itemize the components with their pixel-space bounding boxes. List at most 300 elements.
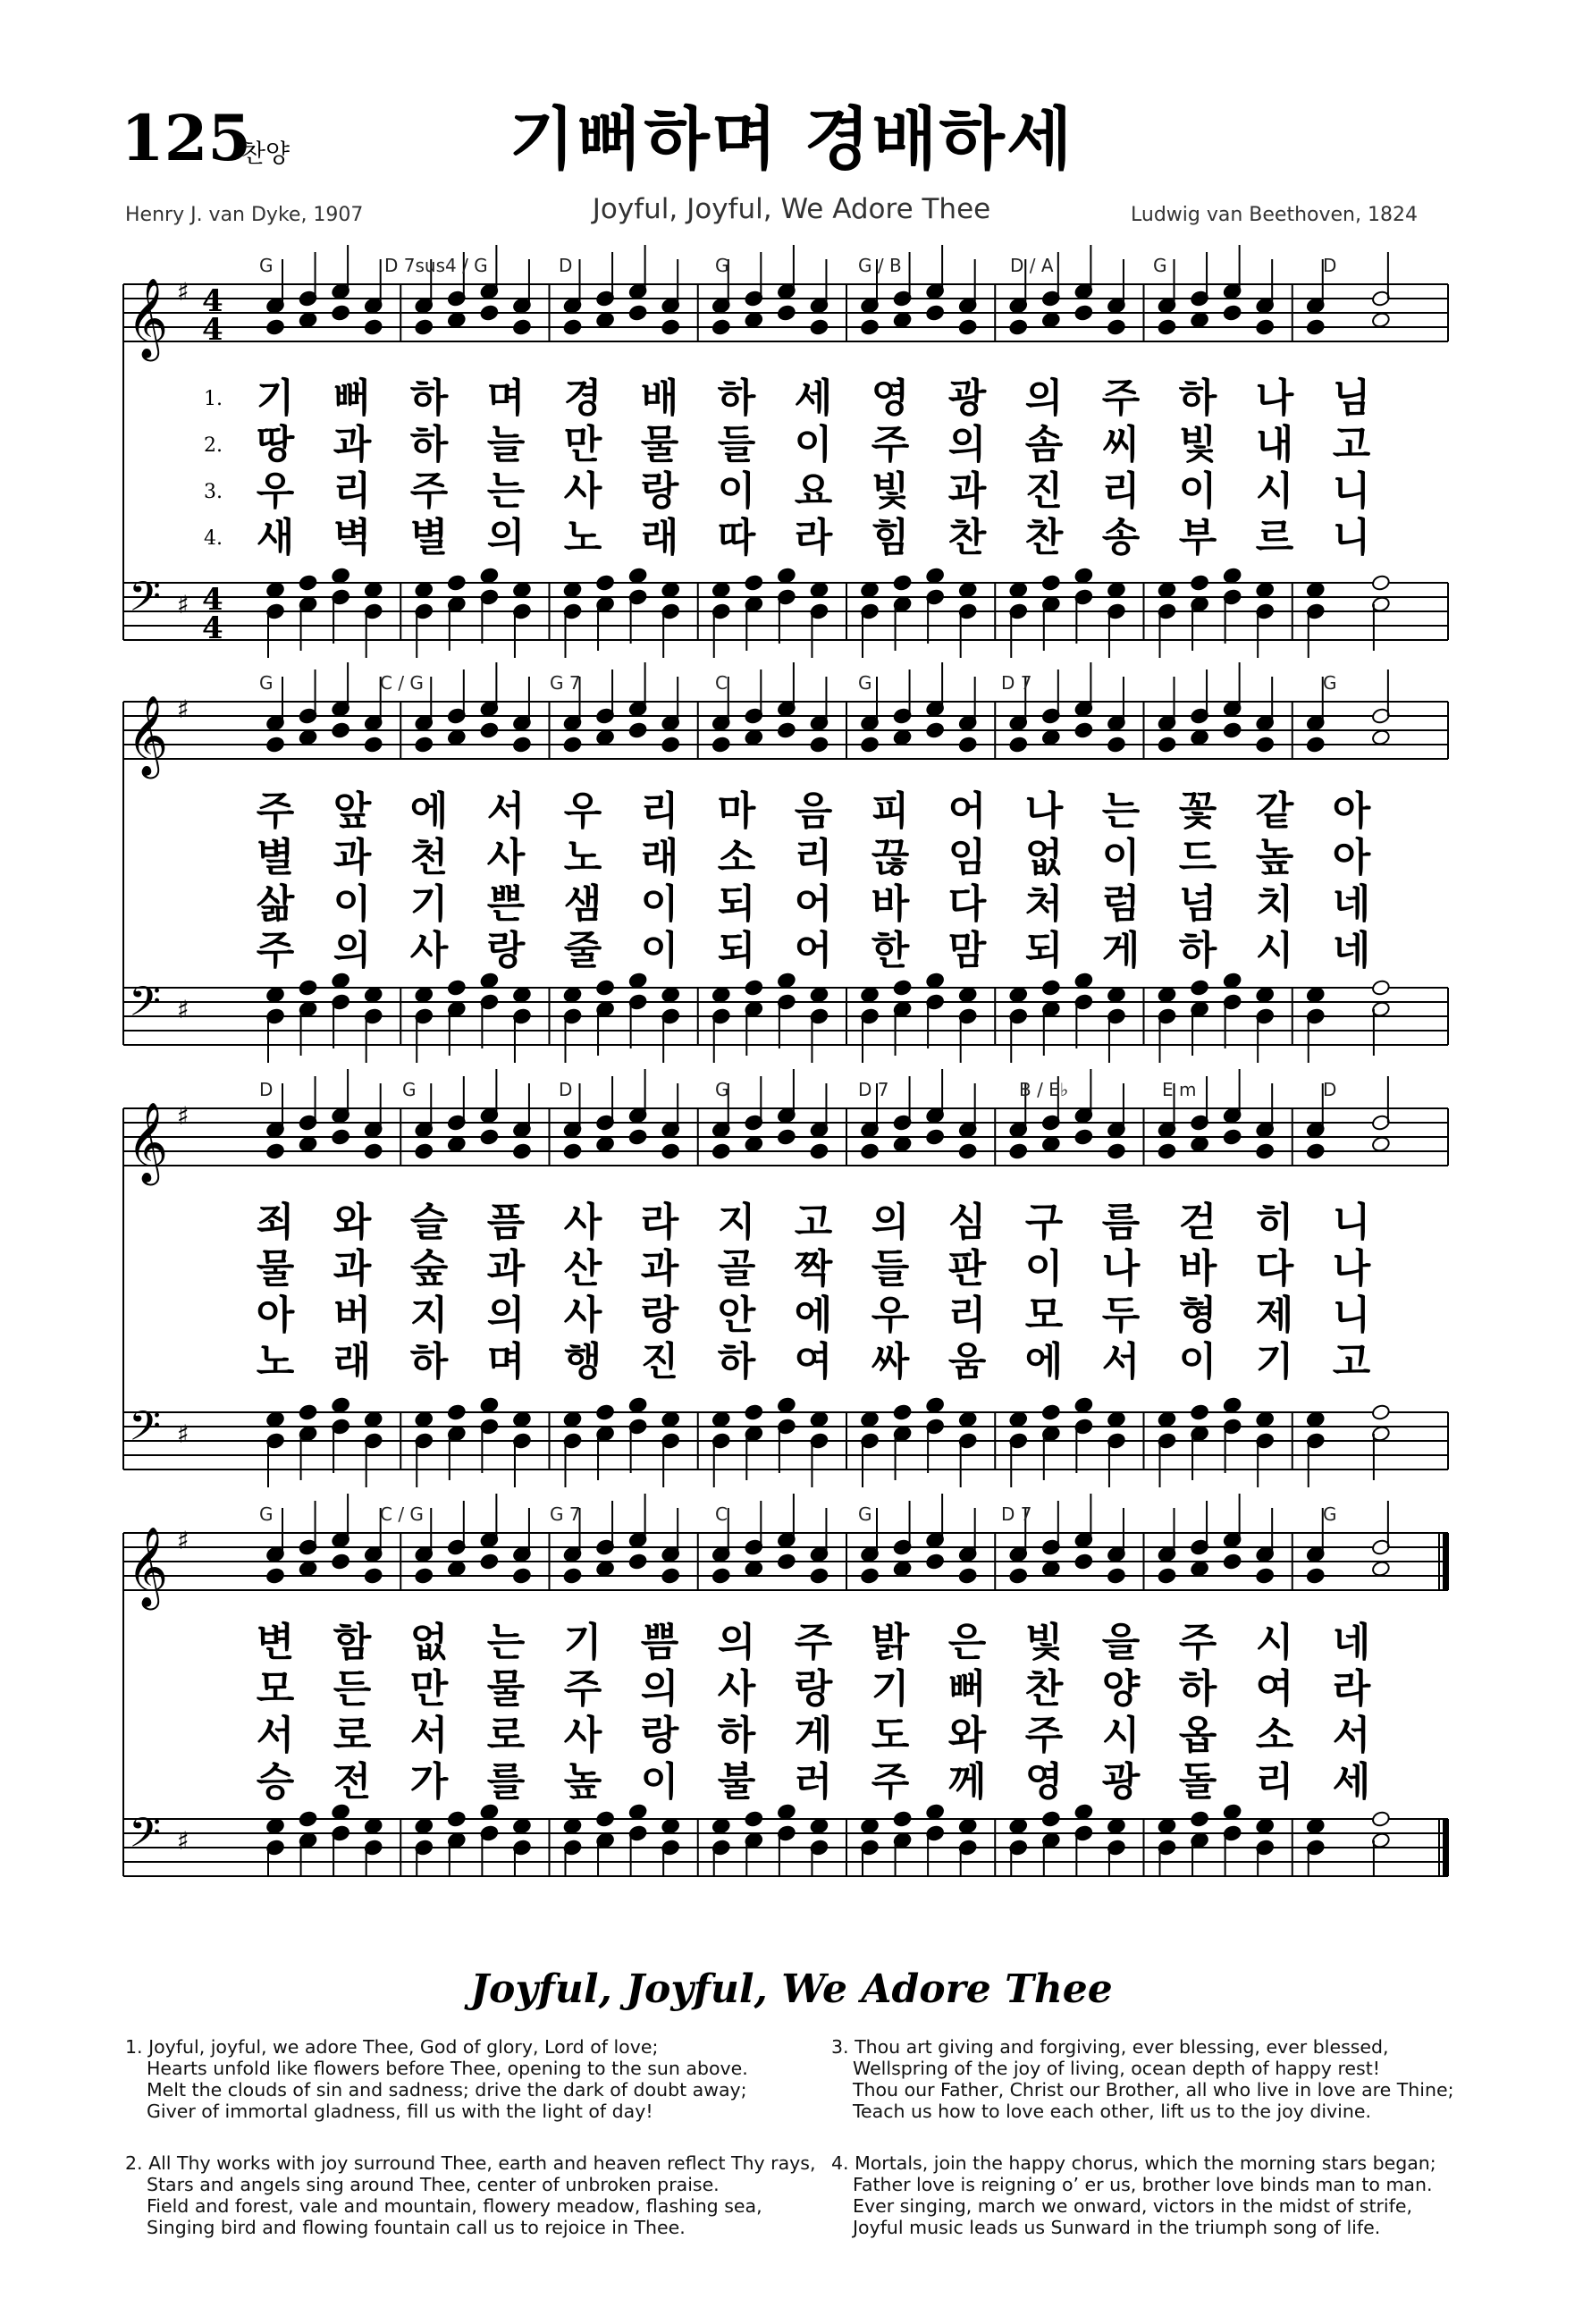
lyric-syllable: 니 <box>1332 468 1371 514</box>
lyric-syllable: 노 <box>563 835 602 880</box>
lyric-syllable: 광 <box>1101 1759 1141 1805</box>
lyric-syllable: 되 <box>717 928 756 973</box>
lyric-syllable: 픔 <box>486 1200 526 1245</box>
note-head <box>925 1128 945 1145</box>
lyric-syllable: 돌 <box>1178 1759 1217 1805</box>
lyric-syllable: 여 <box>794 1339 833 1385</box>
verse-number: 3. <box>204 481 223 503</box>
lyric-syllable: 시 <box>1255 928 1294 973</box>
lyric-syllable: 기 <box>1255 1339 1294 1385</box>
note-head <box>1190 728 1209 745</box>
note-head <box>595 728 615 745</box>
key-signature-sharp: ♯ <box>177 1826 189 1856</box>
lyric-syllable: 시 <box>1255 468 1294 514</box>
lyric-syllable: 서 <box>1101 1339 1141 1385</box>
lyric-syllable: 골 <box>717 1246 756 1292</box>
lyric-syllable: 들 <box>871 1246 910 1292</box>
note-head <box>893 574 913 591</box>
lyric-syllable: 솜 <box>1024 422 1064 467</box>
note-head <box>447 1560 467 1577</box>
lyric-syllable: 나 <box>1024 788 1064 834</box>
note-head <box>1371 311 1391 328</box>
note-head <box>1371 728 1391 745</box>
lyric-syllable: 이 <box>794 422 833 467</box>
note-head <box>364 1142 383 1159</box>
chord-symbol: D 7 <box>1001 1503 1032 1525</box>
key-signature-sharp: ♯ <box>177 1101 189 1131</box>
note-head <box>1041 1810 1061 1827</box>
lyric-syllable: 이 <box>1024 1246 1064 1292</box>
lyric-syllable: 아 <box>1332 788 1371 834</box>
lyric-syllable: 배 <box>640 375 679 421</box>
note-head <box>1041 1135 1061 1152</box>
lyric-syllable: 시 <box>1255 1620 1294 1665</box>
stanza-4 <box>831 2152 1436 2238</box>
chord-symbol: G <box>259 1503 274 1525</box>
note-head <box>563 736 583 753</box>
note-head <box>1371 1810 1391 1827</box>
lyric-syllable: 랑 <box>640 468 679 514</box>
chord-symbol: G <box>259 672 274 694</box>
note-head <box>512 318 532 335</box>
lyric-line <box>250 1618 1377 1668</box>
lyric-syllable: 주 <box>1024 1713 1064 1758</box>
lyric-syllable: 네 <box>1332 881 1371 927</box>
note-head <box>1041 574 1061 591</box>
lyric-syllable: 서 <box>409 1713 449 1758</box>
lyric-syllable: 사 <box>563 468 602 514</box>
note-head <box>1158 986 1177 1003</box>
note-head <box>661 318 680 335</box>
note-head <box>512 1410 532 1427</box>
lyric-syllable: 영 <box>871 375 910 421</box>
note-head <box>480 304 500 321</box>
lyric-syllable: 시 <box>1101 1713 1141 1758</box>
note-head <box>1158 318 1177 335</box>
lyric-syllable: 사 <box>563 1293 602 1338</box>
note-head <box>364 318 383 335</box>
lyric-syllable: 움 <box>947 1339 987 1385</box>
chord-symbol: D 7 <box>1001 672 1032 694</box>
note-head <box>480 1396 500 1413</box>
lyric-syllable: 하 <box>1178 928 1217 973</box>
lyric-syllable: 별 <box>409 515 449 560</box>
lyric-syllable: 짝 <box>794 1246 833 1292</box>
note-head <box>414 986 434 1003</box>
note-head <box>1371 1135 1391 1152</box>
lyric-line <box>250 1757 1377 1807</box>
stanza-line: Ever singing, march we onward, victors in the midst of strife, <box>853 2195 1412 2217</box>
lyric-syllable: 리 <box>947 1293 987 1338</box>
note-head <box>563 1142 583 1159</box>
note-head <box>712 1567 731 1584</box>
lyric-syllable: 늘 <box>486 422 526 467</box>
lyric-syllable: 주 <box>256 788 295 834</box>
stanza-line: 2. All Thy works with joy surround Thee, earth and heaven reflect Thy rays, <box>125 2152 816 2174</box>
note-head <box>1158 1817 1177 1834</box>
lyric-syllable: 바 <box>871 881 910 927</box>
lyric-syllable: 지 <box>409 1293 449 1338</box>
note-head <box>958 736 978 753</box>
lyric-syllable: 바 <box>1178 1246 1217 1292</box>
note-head <box>893 979 913 996</box>
lyric-syllable: 행 <box>563 1339 602 1385</box>
note-head <box>1041 311 1061 328</box>
time-signature-bottom: 4 <box>202 610 223 646</box>
lyric-syllable: 다 <box>947 881 987 927</box>
lyric-syllable: 판 <box>947 1246 987 1292</box>
note-head <box>958 1410 978 1427</box>
stanza-line: Stars and angels sing around Thee, center of unbroken praise. <box>147 2174 720 2195</box>
note-head <box>628 1396 648 1413</box>
chord-symbol: G <box>1323 1503 1337 1525</box>
note-head <box>661 736 680 753</box>
chord-symbol: G <box>858 672 872 694</box>
note-head <box>744 1560 763 1577</box>
note-head <box>628 567 648 584</box>
lyric-syllable: 샘 <box>563 881 602 927</box>
note-head <box>661 1410 680 1427</box>
verse-number: 4. <box>204 527 223 550</box>
chord-symbol: G <box>402 1079 417 1100</box>
note-head <box>563 1410 583 1427</box>
note-head <box>1190 574 1209 591</box>
note-head <box>860 1817 880 1834</box>
note-head <box>810 581 829 598</box>
note-head <box>1041 728 1061 745</box>
lyric-syllable: 리 <box>333 468 372 514</box>
lyric-syllable: 사 <box>563 1713 602 1758</box>
note-head <box>1074 1553 1094 1570</box>
lyric-syllable: 내 <box>1255 422 1294 467</box>
key-signature-sharp: ♯ <box>177 1419 189 1449</box>
note-head <box>1190 1135 1209 1152</box>
lyric-syllable: 하 <box>717 1713 756 1758</box>
stanza-2 <box>125 2152 816 2238</box>
treble-clef-icon: 𝄞 <box>127 1527 169 1607</box>
treble-clef-icon: 𝄞 <box>127 695 169 776</box>
note-head <box>364 581 383 598</box>
lyric-syllable: 의 <box>1024 375 1064 421</box>
lyric-syllable: 불 <box>717 1759 756 1805</box>
note-head <box>299 728 318 745</box>
lyric-syllable: 빛 <box>1024 1620 1064 1665</box>
note-head <box>744 311 763 328</box>
lyric-syllable: 고 <box>794 1200 833 1245</box>
lyric-line <box>250 880 1377 930</box>
note-head <box>595 1135 615 1152</box>
note-head <box>480 721 500 738</box>
lyric-syllable: 되 <box>1024 928 1064 973</box>
lyric-syllable: 니 <box>1332 1200 1371 1245</box>
lyric-syllable: 아 <box>1332 835 1371 880</box>
lyric-syllable: 마 <box>717 788 756 834</box>
lyric-syllable: 하 <box>717 1339 756 1385</box>
lyric-syllable: 벽 <box>333 515 372 560</box>
note-head <box>1306 986 1326 1003</box>
chord-symbol: G 7 <box>550 1503 581 1525</box>
lyricist-credit: Henry J. van Dyke, 1907 <box>125 204 364 226</box>
note-head <box>777 304 796 321</box>
lyric-syllable: 높 <box>563 1759 602 1805</box>
note-head <box>1255 736 1275 753</box>
lyric-syllable: 요 <box>794 468 833 514</box>
note-head <box>265 1817 285 1834</box>
note-head <box>1306 318 1326 335</box>
note-head <box>925 1396 945 1413</box>
lyric-line <box>250 513 1377 563</box>
note-head <box>810 1142 829 1159</box>
lyric-syllable: 래 <box>333 1339 372 1385</box>
note-head <box>1107 318 1126 335</box>
lyric-syllable: 새 <box>256 515 295 560</box>
lyric-syllable: 송 <box>1101 515 1141 560</box>
chord-symbol: C / G <box>380 1503 424 1525</box>
note-head <box>1074 567 1094 584</box>
note-head <box>1306 1567 1326 1584</box>
lyric-syllable: 리 <box>1255 1759 1294 1805</box>
note-head <box>1223 1396 1242 1413</box>
note-head <box>1190 311 1209 328</box>
note-head <box>480 567 500 584</box>
lyric-syllable: 높 <box>1255 835 1294 880</box>
chord-symbol: G <box>1323 672 1337 694</box>
note-head <box>958 1142 978 1159</box>
lyric-syllable: 맘 <box>947 928 987 973</box>
note-head <box>265 1567 285 1584</box>
note-head <box>480 1553 500 1570</box>
key-signature-sharp: ♯ <box>177 277 189 307</box>
note-head <box>1223 567 1242 584</box>
note-head <box>414 736 434 753</box>
note-head <box>958 986 978 1003</box>
key-signature-sharp: ♯ <box>177 1526 189 1555</box>
lyric-syllable: 노 <box>256 1339 295 1385</box>
note-head <box>265 736 285 753</box>
final-barline-thick <box>1443 1819 1448 1876</box>
lyric-syllable: 피 <box>871 788 910 834</box>
note-head <box>563 1817 583 1834</box>
note-head <box>595 1560 615 1577</box>
lyric-syllable: 의 <box>333 928 372 973</box>
note-head <box>925 721 945 738</box>
lyric-syllable: 찬 <box>947 515 987 560</box>
note-head <box>265 1142 285 1159</box>
stanza-line: 1. Joyful, joyful, we adore Thee, God of glory, Lord of love; <box>125 2036 659 2058</box>
note-head <box>414 1410 434 1427</box>
verse-number: 2. <box>204 434 223 457</box>
lyric-syllable: 앞 <box>333 788 372 834</box>
note-head <box>661 581 680 598</box>
note-head <box>860 736 880 753</box>
lyric-syllable: 안 <box>717 1293 756 1338</box>
note-head <box>563 318 583 335</box>
note-head <box>595 979 615 996</box>
lyric-syllable: 버 <box>333 1293 372 1338</box>
lyric-syllable: 하 <box>1178 1666 1217 1712</box>
note-head <box>712 1817 731 1834</box>
lyric-syllable: 슬 <box>409 1200 449 1245</box>
lyric-syllable: 영 <box>1024 1759 1064 1805</box>
lyric-syllable: 지 <box>717 1200 756 1245</box>
note-head <box>512 1142 532 1159</box>
lyric-syllable: 꽃 <box>1178 788 1217 834</box>
note-head <box>1255 986 1275 1003</box>
note-head <box>712 318 731 335</box>
note-head <box>447 979 467 996</box>
lyric-syllable: 쁨 <box>640 1620 679 1665</box>
lyric-line <box>250 1198 1377 1248</box>
lyric-syllable: 소 <box>1255 1713 1294 1758</box>
bass-clef-icon: 𝄢 <box>129 573 162 631</box>
note-head <box>595 311 615 328</box>
note-head <box>1041 1560 1061 1577</box>
lyric-syllable: 하 <box>717 375 756 421</box>
lyric-syllable: 게 <box>794 1713 833 1758</box>
lyric-syllable: 과 <box>333 835 372 880</box>
lyric-syllable: 주 <box>563 1666 602 1712</box>
note-head <box>860 1410 880 1427</box>
lyric-syllable: 서 <box>486 788 526 834</box>
lyric-syllable: 라 <box>1332 1666 1371 1712</box>
lyric-syllable: 하 <box>409 375 449 421</box>
note-head <box>893 1560 913 1577</box>
lyric-syllable: 기 <box>409 881 449 927</box>
note-head <box>1008 1410 1028 1427</box>
lyric-syllable: 어 <box>794 881 833 927</box>
note-head <box>810 318 829 335</box>
note-head <box>1306 736 1326 753</box>
lyric-syllable: 숲 <box>409 1246 449 1292</box>
lyric-line <box>250 1664 1377 1714</box>
note-head <box>331 1396 350 1413</box>
note-head <box>661 1817 680 1834</box>
stanza-3 <box>831 2036 1454 2122</box>
lyric-syllable: 이 <box>333 881 372 927</box>
lyric-syllable: 사 <box>563 1200 602 1245</box>
lyric-syllable: 리 <box>794 835 833 880</box>
lyric-syllable: 의 <box>871 1200 910 1245</box>
lyric-syllable: 물 <box>256 1246 295 1292</box>
note-head <box>563 1567 583 1584</box>
note-head <box>364 1817 383 1834</box>
note-head <box>1223 1553 1242 1570</box>
note-head <box>414 1142 434 1159</box>
bass-clef-icon: 𝄢 <box>129 1402 162 1461</box>
lyric-syllable: 광 <box>947 375 987 421</box>
note-head <box>480 1128 500 1145</box>
verse-number: 1. <box>204 388 223 410</box>
lyric-syllable: 진 <box>640 1339 679 1385</box>
chord-symbol: G <box>259 255 274 276</box>
note-head <box>447 1135 467 1152</box>
lyric-syllable: 에 <box>409 788 449 834</box>
stanza-line: Singing bird and flowing fountain call us to rejoice in Thee. <box>147 2217 686 2238</box>
lyric-syllable: 주 <box>1178 1620 1217 1665</box>
note-head <box>810 986 829 1003</box>
lyric-syllable: 들 <box>717 422 756 467</box>
chord-symbol: D <box>259 1079 274 1100</box>
note-head <box>563 581 583 598</box>
chord-symbol: C <box>715 672 728 694</box>
lyric-syllable: 다 <box>1255 1246 1294 1292</box>
composer-credit: Ludwig van Beethoven, 1824 <box>1131 204 1418 226</box>
note-head <box>1190 1810 1209 1827</box>
lyric-syllable: 없 <box>409 1620 449 1665</box>
lyric-syllable: 과 <box>333 422 372 467</box>
lyric-syllable: 이 <box>640 928 679 973</box>
note-head <box>712 1142 731 1159</box>
note-head <box>1107 1567 1126 1584</box>
lyric-syllable: 만 <box>409 1666 449 1712</box>
lyric-line <box>250 1337 1377 1387</box>
note-head <box>1107 1142 1126 1159</box>
lyric-syllable: 어 <box>794 928 833 973</box>
lyric-syllable: 기 <box>871 1666 910 1712</box>
note-head <box>860 318 880 335</box>
note-head <box>1074 304 1094 321</box>
note-head <box>777 1396 796 1413</box>
chord-symbol: D / A <box>1010 255 1054 276</box>
lyric-syllable: 과 <box>947 468 987 514</box>
note-head <box>1074 1396 1094 1413</box>
lyric-syllable: 가 <box>409 1759 449 1805</box>
stanza-line: Joyful music leads us Sunward in the triumph song of life. <box>853 2217 1381 2238</box>
note-head <box>712 1410 731 1427</box>
lyric-syllable: 래 <box>640 515 679 560</box>
note-head <box>1223 304 1242 321</box>
note-head <box>595 574 615 591</box>
note-head <box>512 581 532 598</box>
lyric-syllable: 밝 <box>871 1620 910 1665</box>
lyric-line <box>250 1291 1377 1341</box>
note-head <box>628 721 648 738</box>
note-head <box>777 721 796 738</box>
chord-symbol: D <box>1323 255 1337 276</box>
lyric-syllable: 심 <box>947 1200 987 1245</box>
lyric-line <box>250 926 1377 976</box>
lyric-syllable: 주 <box>794 1620 833 1665</box>
lyric-syllable: 도 <box>871 1713 910 1758</box>
stanza-line: Father love is reigning o’ er us, brother love binds man to man. <box>853 2174 1433 2195</box>
note-head <box>265 1410 285 1427</box>
stanza-line: Melt the clouds of sin and sadness; drive the dark of doubt away; <box>147 2079 747 2101</box>
lyric-syllable: 천 <box>409 835 449 880</box>
note-head <box>512 986 532 1003</box>
english-hymn-title: Joyful, Joyful, We Adore Thee <box>470 1966 1113 2012</box>
lyric-syllable: 럼 <box>1101 881 1141 927</box>
treble-clef-icon: 𝄞 <box>127 278 169 358</box>
note-head <box>331 1128 350 1145</box>
lyric-line <box>250 374 1377 424</box>
note-head <box>1074 721 1094 738</box>
note-head <box>744 1810 763 1827</box>
note-head <box>712 986 731 1003</box>
lyric-syllable: 사 <box>409 928 449 973</box>
lyric-line <box>250 787 1377 837</box>
lyric-line <box>250 1711 1377 1761</box>
note-head <box>1107 1410 1126 1427</box>
lyric-syllable: 뻐 <box>947 1666 987 1712</box>
lyric-syllable: 나 <box>1101 1246 1141 1292</box>
chord-symbol: D 7 <box>858 1079 889 1100</box>
note-head <box>744 574 763 591</box>
stanza-line: Wellspring of the joy of living, ocean depth of happy rest! <box>853 2058 1380 2079</box>
lyric-syllable: 경 <box>563 375 602 421</box>
lyric-syllable: 물 <box>486 1666 526 1712</box>
note-head <box>1158 1567 1177 1584</box>
note-head <box>265 581 285 598</box>
